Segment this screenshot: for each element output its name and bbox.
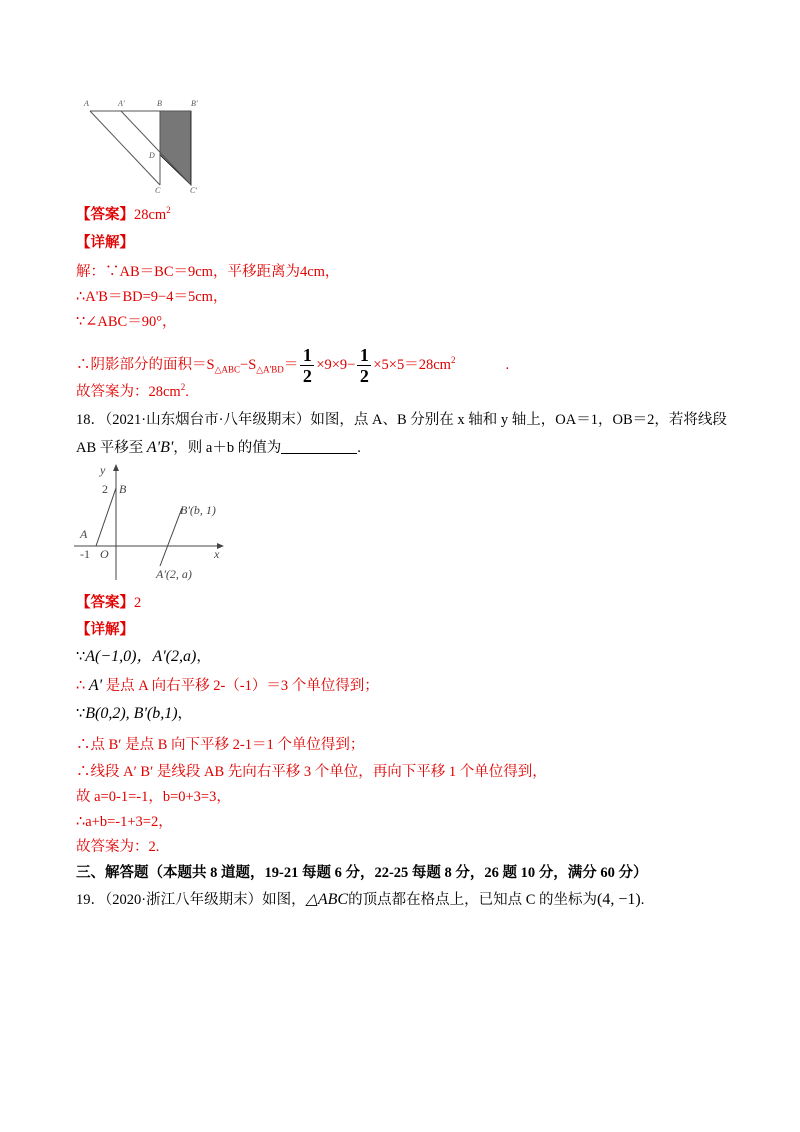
q17-l4-d: ×9×9− <box>316 356 356 373</box>
q17-answer-tag: 【答案】 <box>76 207 134 223</box>
translation-triangle-figure <box>78 94 208 194</box>
q18-l3-math: B(0,2), B'(b,1) <box>85 705 178 722</box>
label-A: A <box>80 527 88 541</box>
q18-l1-math: A(−1,0)，A'(2,a) <box>85 648 197 665</box>
q18-stem-math: A'B' <box>146 439 174 456</box>
q18-line-6: 故 a=0-1=-1，b=0+3=3， <box>76 789 231 805</box>
q18-line-2 <box>76 676 379 696</box>
frac-num: 1 <box>359 345 369 365</box>
q18-line-4: ∴点 B′ 是点 B 向下平移 2-1＝1 个单位得到； <box>76 737 365 753</box>
y-axis-arrow <box>113 464 119 471</box>
label-two: 2 <box>102 482 108 496</box>
q18-stem-b: ，则 a＋b 的值为 <box>173 440 282 456</box>
segment-AB <box>96 488 116 546</box>
q19-stem <box>76 890 644 910</box>
q18-answer-tag: 【答案】 <box>76 595 134 611</box>
answer-blank <box>281 439 357 454</box>
q17-l4-sup: 2 <box>450 355 456 365</box>
q18-stem-line-1: 18．（2021·山东烟台市·八年级期末）如图，点 A、B 分别在 x 轴和 y 轴上，OA＝1，OB＝2，若将线段 <box>76 412 727 428</box>
q17-final-a: 故答案为：28cm <box>76 384 181 400</box>
segment-ApBp <box>160 508 182 566</box>
q18-line-5: ∴线段 A′ B′ 是线段 AB 先向右平移 3 个单位，再向下平移 1 个单位得到， <box>76 764 547 780</box>
q19-stem-math: △ABC <box>305 891 349 908</box>
q18-line-8: 故答案为：2. <box>76 839 160 855</box>
q17-line-4 <box>76 345 509 386</box>
label-A: A <box>84 99 89 108</box>
q17-answer-line <box>76 205 171 225</box>
q18-stem-a: AB 平移至 <box>76 440 144 456</box>
label-B-prime: B' <box>191 99 198 108</box>
q17-answer-value: 28cm <box>134 207 167 223</box>
q17-final-sup: 2 <box>180 382 186 393</box>
q18-l3-pre: ∵ <box>76 706 86 722</box>
label-B: B <box>119 482 127 496</box>
label-y: y <box>100 463 106 477</box>
label-A-prime: A' <box>118 99 125 108</box>
coordinate-translation-figure <box>74 462 234 584</box>
q18-answer-value: 2 <box>134 595 142 611</box>
q18-line-7: ∴a+b=-1+3=2， <box>76 814 173 830</box>
q17-answer-sup: 2 <box>166 205 171 216</box>
q17-l4-c: ＝ <box>283 356 299 373</box>
q17-final-b: . <box>185 384 189 400</box>
label-x: x <box>214 547 220 561</box>
label-A-prime: A'(2, a) <box>156 567 192 581</box>
frac-num: 1 <box>302 345 312 365</box>
q17-final-line <box>76 382 189 402</box>
q17-l4-dot: . <box>505 356 510 373</box>
label-C-prime: C' <box>190 186 198 194</box>
label-B: B <box>157 99 162 108</box>
q19-stem-end: . <box>640 892 645 908</box>
q18-answer-line <box>76 593 141 613</box>
q17-l4-sub2: △A'BD <box>256 364 284 375</box>
q17-l4-a: ∴阴影部分的面积＝S <box>76 356 215 373</box>
q18-l2-text: 是点 A 向右平移 2-（-1）＝3 个单位得到； <box>102 678 379 694</box>
q18-line-1 <box>76 647 211 667</box>
fraction-half-1 <box>300 345 314 386</box>
q17-l4-e: ×5×5＝28cm <box>373 356 451 373</box>
q18-stem-end: . <box>357 440 361 456</box>
label-B-prime: B'(b, 1) <box>180 503 216 517</box>
shaded-region <box>160 111 191 185</box>
q17-l4-sub1: △ABC <box>214 364 241 375</box>
frac-den: 2 <box>359 366 369 386</box>
q17-line-1: 解：∵AB＝BC＝9cm，平移距离为4cm， <box>76 264 340 280</box>
q18-stem-line-2 <box>76 438 361 458</box>
label-D: D <box>149 151 155 160</box>
q18-l3-post: ， <box>177 706 193 722</box>
frac-den: 2 <box>302 366 312 386</box>
segment-AC <box>90 111 160 185</box>
label-C: C <box>155 186 161 194</box>
q18-line-3 <box>76 704 192 724</box>
q17-detail-tag: 【详解】 <box>76 235 134 251</box>
q18-l2-math: A' <box>88 677 103 694</box>
label-O: O <box>100 547 109 561</box>
q18-l1-pre: ∵ <box>76 649 86 665</box>
fraction-half-2 <box>357 345 371 386</box>
q17-line-2: ∴A'B＝BD=9−4＝5cm， <box>76 289 228 305</box>
section-3-heading: 三、解答题（本题共 8 道题，19-21 每题 6 分，22-25 每题 8 分，26 题 10 分，满分 60 分） <box>76 865 648 881</box>
q18-detail-tag: 【详解】 <box>76 622 134 638</box>
q18-l2-pre: ∴ <box>76 678 86 694</box>
q19-stem-a: 19．（2020·浙江八年级期末）如图， <box>76 892 306 908</box>
q17-l4-b: −S <box>240 356 257 373</box>
q19-stem-coord: (4, −1) <box>597 891 641 908</box>
q17-line-3: ∵∠ABC＝90°， <box>76 314 177 330</box>
q19-stem-b: 的顶点都在格点上，已知点 C 的坐标为 <box>348 892 598 908</box>
q18-l1-post: ， <box>196 649 211 665</box>
label-neg1: -1 <box>80 547 90 561</box>
